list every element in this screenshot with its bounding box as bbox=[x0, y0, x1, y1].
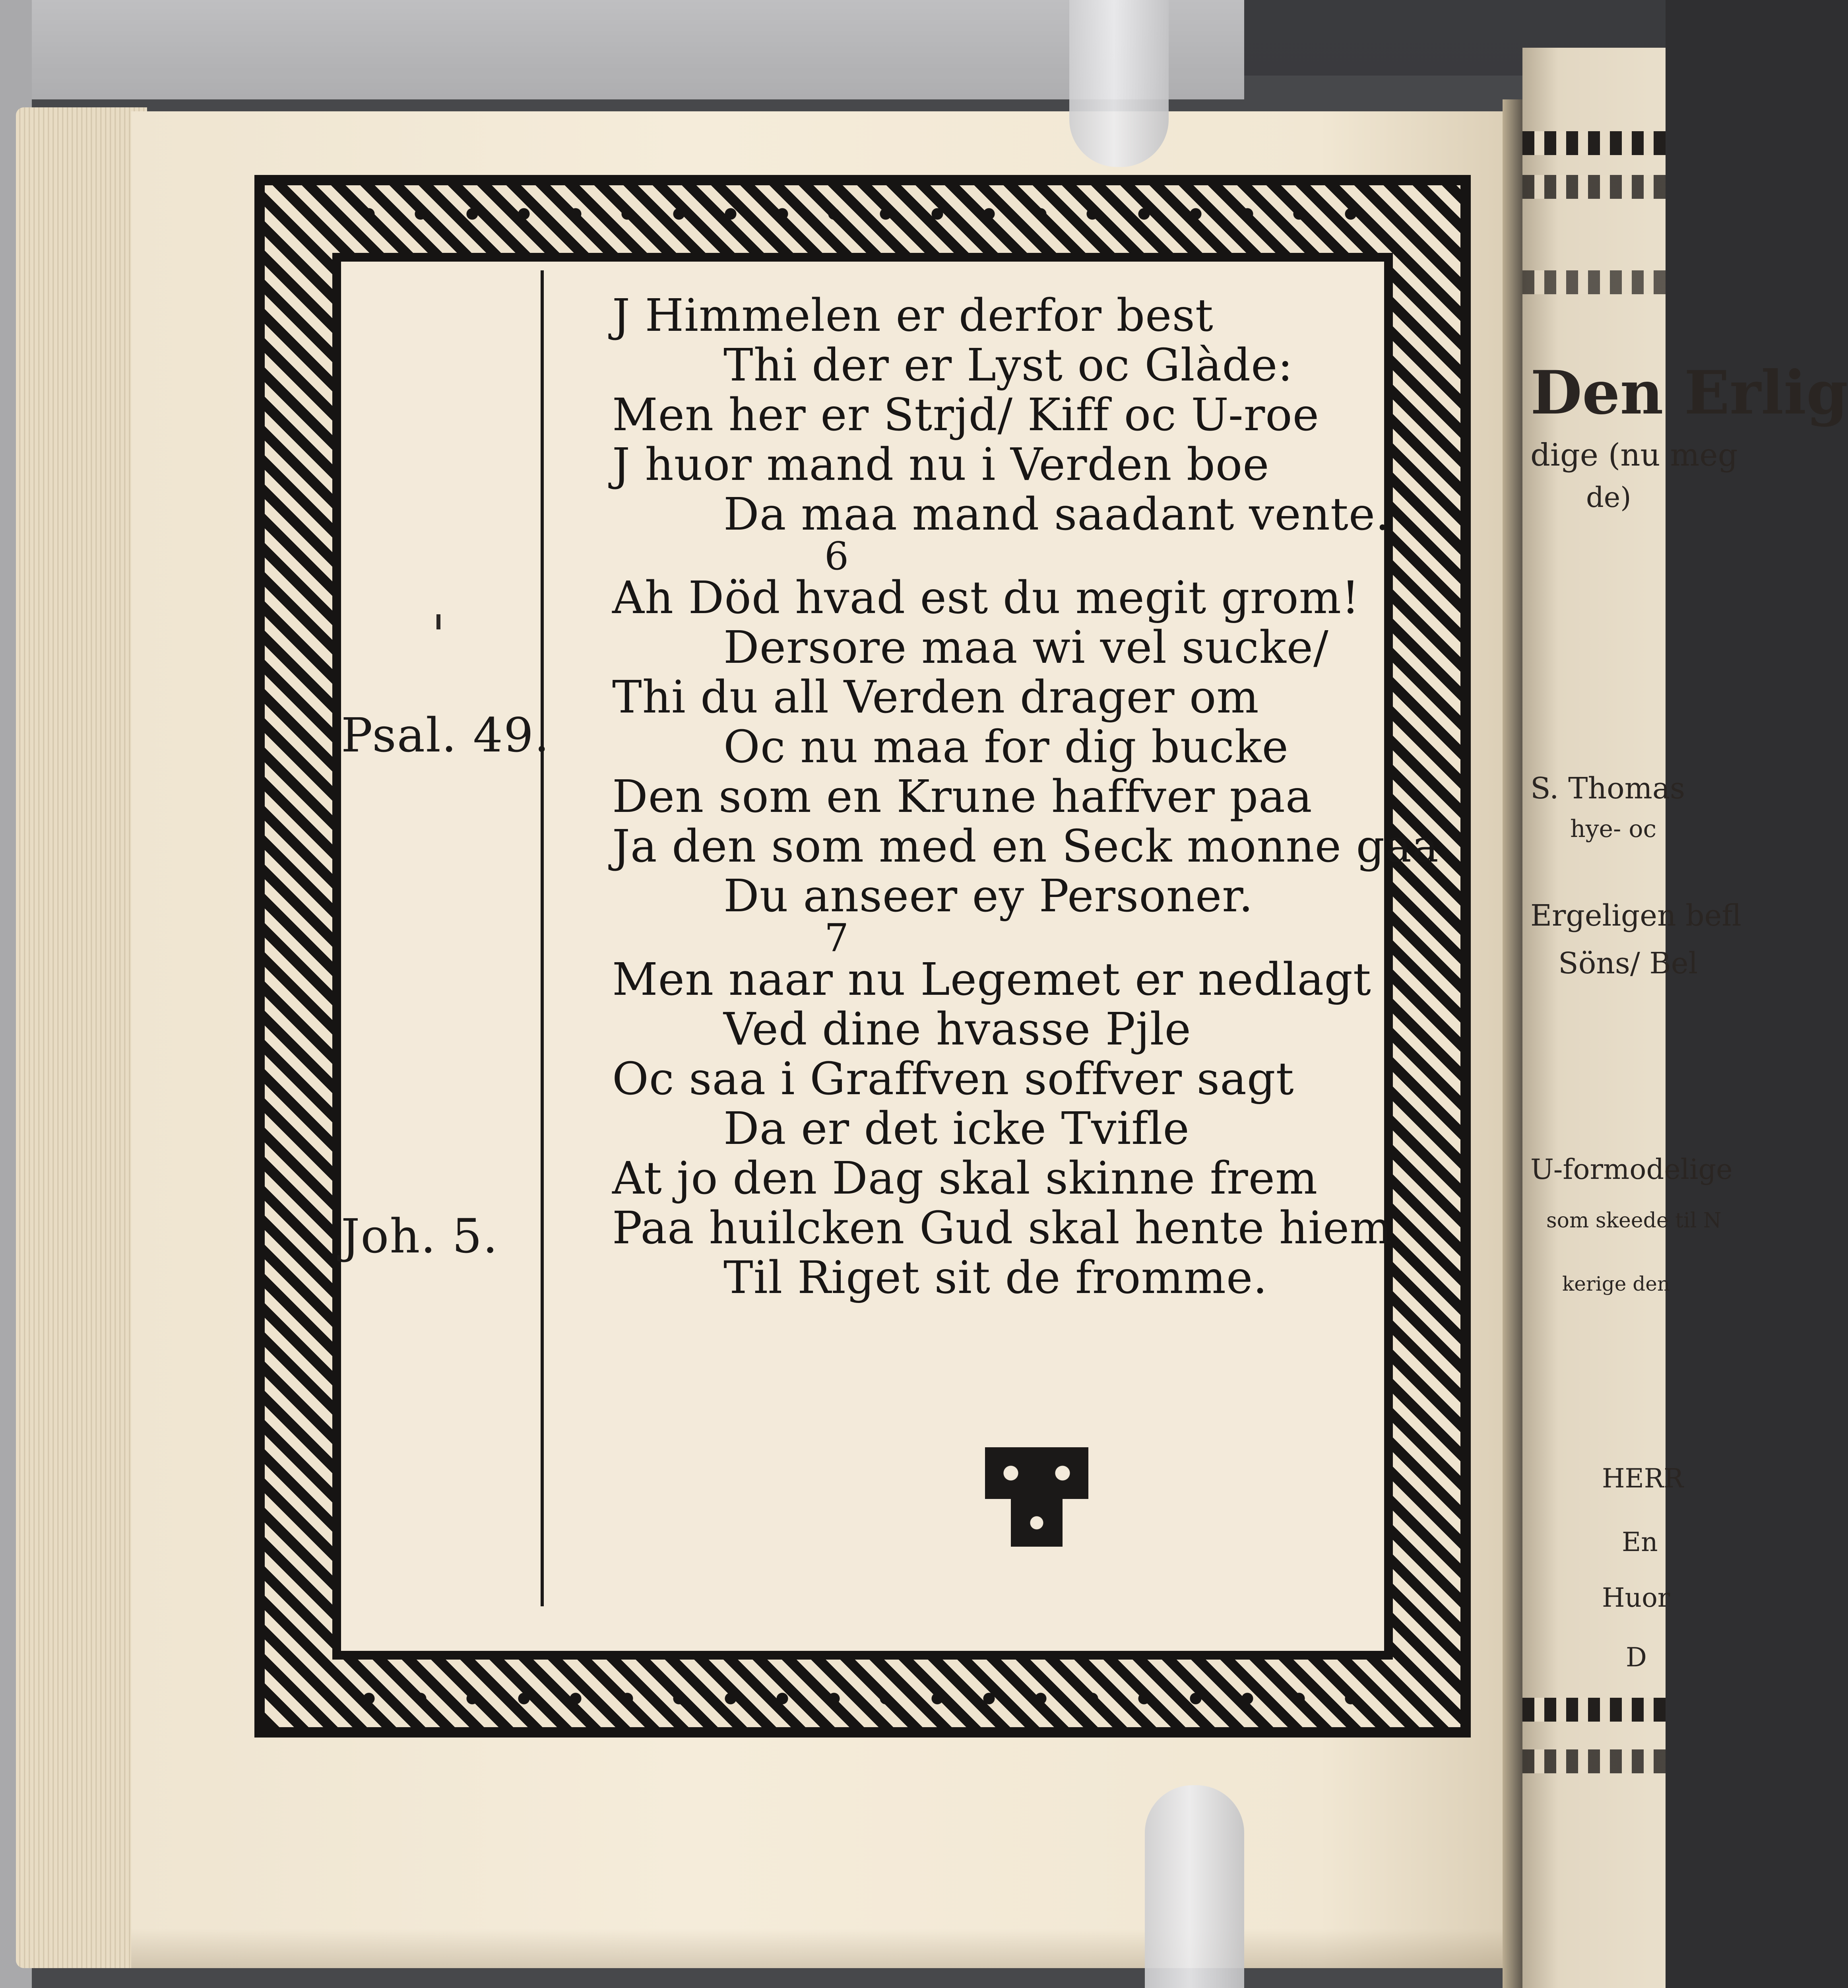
verse-line: J Himmelen er derfor best bbox=[612, 290, 1214, 342]
border-chain-bottom bbox=[358, 1687, 1367, 1710]
scanner-clamp-top bbox=[1069, 0, 1169, 167]
facing-ornament-band bbox=[1522, 270, 1666, 294]
border-chain-top bbox=[358, 203, 1367, 225]
verse-line: At jo den Dag skal skinne frem bbox=[612, 1153, 1318, 1204]
facing-text-fragment: S. Thomas bbox=[1530, 771, 1685, 806]
verse-line: Til Riget sit de fromme. bbox=[723, 1252, 1268, 1304]
fleuron-top bbox=[985, 1447, 1088, 1499]
facing-text-fragment: hye- oc bbox=[1570, 815, 1657, 843]
hymn-text bbox=[612, 290, 1439, 1304]
verse-line: Men her er Strjd/ Kiff oc U-roe bbox=[612, 389, 1319, 441]
facing-text-fragment: D bbox=[1626, 1642, 1647, 1673]
facing-ornament-band bbox=[1522, 1698, 1666, 1722]
facing-ornament-band bbox=[1522, 131, 1666, 155]
verse-line: Du anseer ey Personer. bbox=[723, 870, 1254, 922]
facing-text-fragment: som skeede til N bbox=[1546, 1209, 1722, 1233]
facing-text-fragment: HERR bbox=[1602, 1463, 1684, 1494]
verse-line: Ja den som med en Seck monne gaa bbox=[612, 821, 1439, 872]
verse-line: Ah Död hvad est du megit grom! bbox=[612, 572, 1360, 624]
facing-page bbox=[1522, 48, 1848, 1988]
facing-text-fragment: En bbox=[1622, 1527, 1658, 1557]
margin-reference-john: Joh. 5. bbox=[341, 1209, 498, 1264]
verse-line: Oc saa i Graffven soffver sagt bbox=[612, 1053, 1294, 1105]
scanner-glass-plate bbox=[0, 0, 1244, 99]
facing-text-fragment: de) bbox=[1586, 481, 1631, 514]
facing-ornament-band bbox=[1522, 1749, 1666, 1773]
margin-reference-psalm: Psal. 49. bbox=[341, 708, 550, 763]
stanza-number: 6 bbox=[824, 534, 849, 579]
verse-line: Thi du all Verden drager om bbox=[612, 672, 1259, 723]
facing-text-fragment: Söns/ Bel bbox=[1558, 946, 1698, 980]
margin-divider bbox=[541, 270, 544, 1606]
verse-line: Da maa mand saadant vente. bbox=[723, 489, 1390, 540]
verse-line: Oc nu maa for dig bucke bbox=[723, 721, 1289, 773]
fleuron-ornament bbox=[985, 1447, 1088, 1547]
verse-line: Dersore maa wi vel sucke/ bbox=[723, 622, 1329, 674]
verse-line: Thi der er Lyst oc Glàde: bbox=[723, 340, 1293, 391]
facing-text-fragment: dige (nu meg bbox=[1530, 437, 1738, 473]
ink-mark bbox=[436, 614, 440, 629]
facing-ornament-band bbox=[1522, 175, 1666, 199]
facing-text-fragment: kerige den bbox=[1562, 1272, 1670, 1295]
verse-line: Paa huilcken Gud skal hente hiem bbox=[612, 1202, 1392, 1254]
page-edges bbox=[16, 107, 147, 1968]
fleuron-bottom bbox=[1011, 1499, 1063, 1547]
verse-line: Men naar nu Legemet er nedlagt bbox=[612, 954, 1371, 1006]
verse-line: Den som en Krune haffver paa bbox=[612, 771, 1313, 823]
scanner-clamp-bottom bbox=[1145, 1785, 1244, 1988]
page-shadow bbox=[131, 1928, 1530, 1968]
stanza-number: 7 bbox=[824, 916, 849, 960]
facing-text-fragment: Ergeligen befl bbox=[1530, 899, 1741, 933]
facing-title-fragment: Den Erlig bbox=[1530, 358, 1848, 428]
verse-line: Ved dine hvasse Pjle bbox=[723, 1004, 1191, 1055]
facing-text-fragment: Huor bbox=[1602, 1582, 1670, 1613]
facing-text-fragment: U-formodelige bbox=[1530, 1153, 1733, 1186]
verse-line: J huor mand nu i Verden boe bbox=[612, 439, 1270, 491]
verse-line: Da er det icke Tvifle bbox=[723, 1103, 1190, 1155]
